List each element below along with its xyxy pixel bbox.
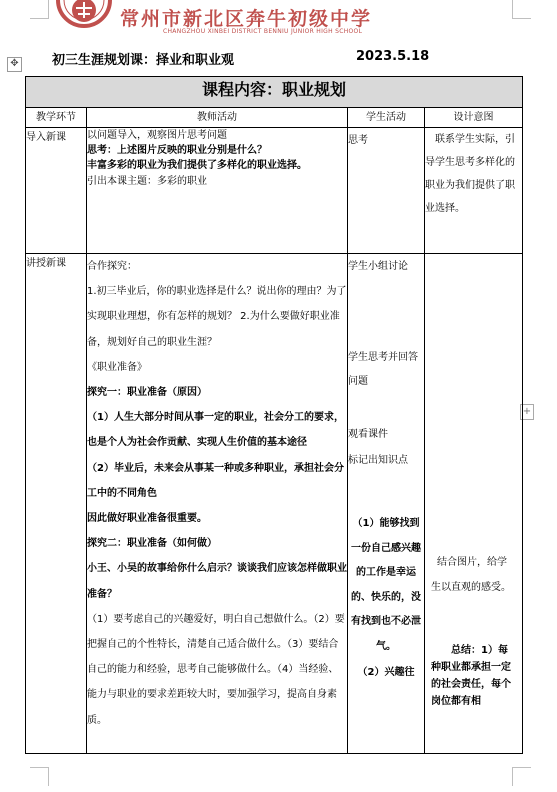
teacher-paragraph: （1）人生大部分时间从事一定的职业，社会分工的要求，也是个人为社会作贡献、实现人生价值的基本途径 — [87, 412, 344, 449]
column-header-step: 教学环节 — [26, 108, 87, 128]
teacher-paragraph: （2）毕业后，未来会从事某一种或多种职业，承担社会分工中的不同角色 — [87, 462, 344, 499]
design-intent-cell — [425, 254, 523, 754]
student-note: 学生小组讨论 — [348, 261, 408, 272]
teacher-paragraph: 小王、小吴的故事给你什么启示？谈谈我们应该怎样做职业准备？ — [87, 563, 347, 600]
design-note: 总结：1）每种职业都承担一定的社会责任，每个岗位都有相 — [431, 645, 511, 707]
teacher-paragraph: 探究二：职业准备（如何做） — [87, 538, 217, 550]
teacher-paragraph: 探究一：职业准备（原因） — [87, 387, 207, 399]
teacher-activity-cell — [87, 128, 348, 254]
column-header-teacher: 教师活动 — [87, 108, 348, 128]
page-corner-bottom-right — [512, 767, 531, 786]
teacher-paragraph: 因此做好职业准备很重要。 — [87, 513, 207, 525]
student-activity-cell — [348, 254, 425, 754]
student-note: 标记出知识点 — [348, 455, 408, 466]
student-note: （2）兴趣往 — [357, 667, 415, 678]
school-logo — [56, 0, 112, 40]
table-row — [26, 254, 523, 754]
design-note: 结合图片，给学生以直观的感受。 — [431, 557, 511, 593]
student-note: 学生思考并回答问题 — [348, 352, 418, 387]
column-header-student: 学生活动 — [348, 108, 425, 128]
lesson-title: 初三生涯规划课：择业和职业观 — [52, 53, 235, 68]
table-row — [26, 128, 523, 254]
teacher-paragraph: 《职业准备》 — [87, 361, 147, 373]
step-cell: 讲授新课 — [26, 254, 87, 754]
page-corner-top-left — [30, 0, 49, 19]
teacher-paragraph: 以问题导入，观察图片思考问题 — [87, 130, 227, 141]
teacher-paragraph: 1.初三毕业后，你的职业选择是什么？说出你的理由？为了实现职业理想，你有怎样的规划？ 2.为什么要做好职业准备，规划好自己的职业生涯？ — [87, 286, 347, 348]
teacher-paragraph: 合作探究： — [87, 261, 137, 272]
design-intent-cell: 联系学生实际，引导学生思考多样化的职业为我们提供了职业选择。 — [425, 128, 523, 254]
table-move-handle-icon[interactable]: ✥ — [7, 57, 22, 72]
page-corner-bottom-left — [30, 767, 49, 786]
teacher-paragraph: 思考：上述图片反映的职业分别是什么？ — [87, 145, 267, 156]
school-name-english: CHANGZHOU XINBEI DISTRICT BENNIU JUNIOR HIGH SCHOOL — [163, 28, 363, 35]
teacher-activity-cell — [87, 254, 348, 754]
step-cell: 导入新课 — [26, 128, 87, 254]
add-column-plus-icon[interactable]: + — [520, 404, 534, 420]
teacher-paragraph: 丰富多彩的职业为我们提供了多样化的职业选择。 — [87, 160, 307, 171]
table-heading: 课程内容：职业规划 — [26, 77, 523, 108]
column-header-design: 设计意图 — [425, 108, 523, 128]
lesson-plan-table — [25, 76, 523, 754]
student-note: （1）能够找到一份自己感兴趣的工作是幸运的、快乐的，没有找到也不必泄气。 — [351, 518, 421, 652]
school-name: 常州市新北区奔牛初级中学 — [120, 8, 373, 30]
lesson-date: 2023.5.18 — [356, 49, 430, 64]
teacher-paragraph: （1）要考虑自己的兴趣爱好，明白自己想做什么。（2）要把握自己的个性特长，清楚自己适合做什么。（3）要结合自己的能力和经验，思考自己能够做什么。（4）当经验、能力与职业的要求差距较大时，要加强学习，提高自身素质。 — [87, 613, 345, 726]
teacher-paragraph: 引出本课主题：多彩的职业 — [87, 176, 207, 187]
page-corner-top-right — [512, 0, 531, 19]
student-activity-cell: 思考 — [348, 128, 425, 254]
student-note: 观看课件 — [348, 429, 388, 440]
